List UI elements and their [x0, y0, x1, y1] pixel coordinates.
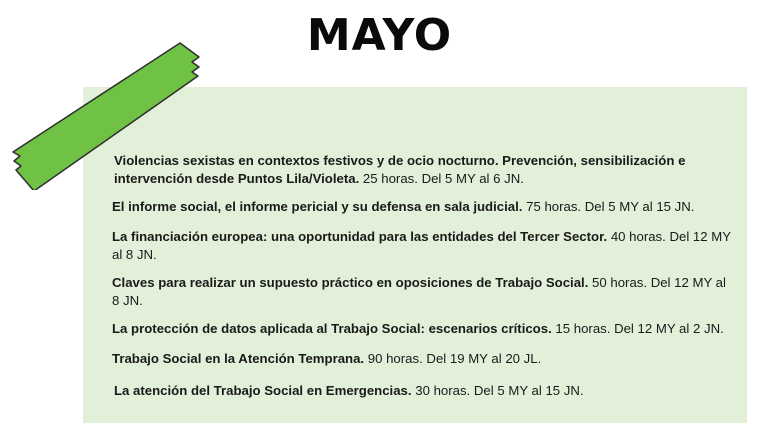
course-item-2 [112, 198, 732, 216]
course-item-7 [114, 382, 734, 400]
page-title: MAYO [306, 10, 453, 61]
course-item-1 [114, 152, 714, 188]
course-title: Claves para realizar un supuesto práctico en oposiciones de Trabajo Social. [112, 275, 589, 290]
course-details: 30 horas. Del 5 MY al 15 JN. [415, 383, 584, 398]
course-title: La protección de datos aplicada al Trabajo Social: escenarios críticos. [112, 321, 552, 336]
course-item-6 [112, 350, 734, 368]
course-title: Trabajo Social en la Atención Temprana. [112, 351, 365, 366]
course-title: El informe social, el informe pericial y su defensa en sala judicial. [112, 199, 523, 214]
course-details: 75 horas. Del 5 MY al 15 JN. [526, 199, 695, 214]
course-details: 25 horas. Del 5 MY al 6 JN. [362, 171, 524, 186]
course-details: 15 horas. Del 12 MY al 2 JN. [555, 321, 724, 336]
course-title: La financiación europea: una oportunidad para las entidades del Tercer Sector. [112, 229, 608, 244]
course-details: 50 horas. Del 12 MY al 8 JN. [112, 275, 726, 308]
course-details: 40 horas. Del 12 MY al 8 JN. [112, 229, 731, 262]
course-item-3 [112, 228, 734, 264]
course-title: La atención del Trabajo Social en Emergencias. [114, 383, 412, 398]
course-item-5 [112, 320, 734, 338]
course-details: 90 horas. Del 19 MY al 20 JL. [367, 351, 542, 366]
course-title: Violencias sexistas en contextos festivos y de ocio nocturno. Prevención, sensibilización e intervención desde Puntos Lila/Violeta. [114, 153, 686, 186]
course-item-4 [112, 274, 734, 310]
